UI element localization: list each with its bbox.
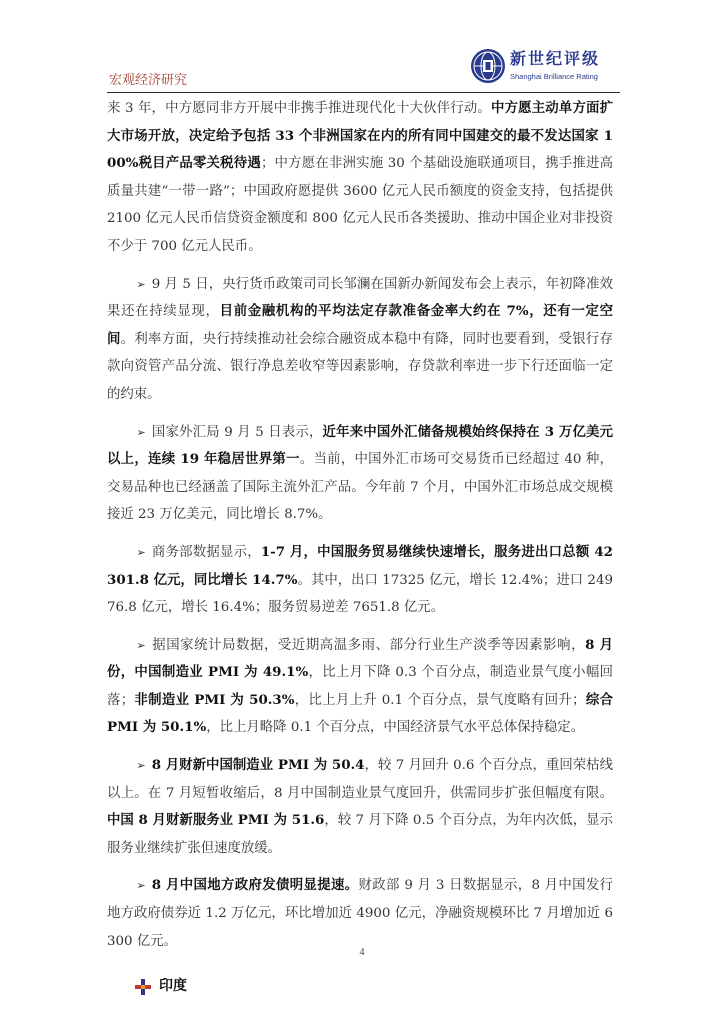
- logo-english-name: Shanghai Brilliance Rating: [510, 72, 598, 81]
- logo-chinese-name: 新世纪评级: [510, 49, 601, 68]
- text-run: 财政部 9 月 3 日数据显示，8 月中国发行地方政府债券近 1.2 万亿元，环比增加近 4900 亿元，净融资规模环比 7 月增加近 6300 亿元。: [107, 878, 613, 949]
- bold-text-run: 8 月财新中国制造业 PMI 为 50.4: [151, 757, 365, 774]
- plus-bullet-icon: [135, 979, 151, 995]
- document-body: [107, 95, 613, 1003]
- text-run: ；中方愿在非洲实施 30 个基础设施联通项目，携手推进高质量共建“一带一路”；中国政府愿提供 3600 亿元人民币额度的资金支持，包括提供 2100 亿元人民币信贷资金额度和 800 亿元人民币各类援助、推动中国企业对非投资不少于 700 亿元人民币。: [107, 156, 613, 254]
- text-run: 。当前，中国外汇市场可交易货币已经超过 40 种，交易品种也已经涵盖了国际主流外汇产品。今年前 7 个月，中国外汇市场总成交规模接近 23 万亿美元，同比增长 8.7%。: [107, 452, 613, 523]
- text-run: ，较 7 月回升 0.6 个百分点，重回荣枯线以上。在 7 月短暂收缩后，8 月中国制造业景气度回升，供需同步扩张但幅度有限。: [107, 758, 614, 801]
- text-run: 来 3 年，中方愿同非方开展中非携手推进现代化十大伙伴行动。: [107, 101, 491, 116]
- arrow-bullet-icon: ➢: [136, 545, 146, 559]
- text-run: ，比上月上升 0.1 个百分点，景气度略有回升；: [294, 692, 586, 708]
- bold-text-run: 综合 PMI 为 50.1%: [107, 691, 614, 736]
- arrow-bullet-icon: ➢: [136, 759, 146, 773]
- bold-text-run: 中国 8 月财新服务业 PMI 为 51.6: [107, 812, 325, 829]
- arrow-bullet-icon: ➢: [136, 277, 146, 291]
- arrow-bullet-icon: ➢: [136, 638, 146, 652]
- subheading: [107, 973, 613, 1003]
- bullet-paragraph: [107, 419, 613, 529]
- bold-text-run: 非制造业 PMI 为 50.3%: [134, 691, 295, 708]
- text-run: ，比上月略降 0.1 个百分点，中国经济景气水平总体保持稳定。: [206, 720, 585, 736]
- arrow-bullet-icon: ➢: [136, 425, 146, 439]
- bullet-paragraph: [107, 632, 613, 742]
- bold-text-run: 8 月份，中国制造业 PMI 为 49.1%: [107, 636, 614, 681]
- bullet-paragraph: [107, 539, 613, 622]
- bold-text-run: 近年来中国外汇储备规模始终保持在 3 万亿美元以上，连续 19 年稳居世界第一: [107, 423, 613, 468]
- bullet-paragraph: [107, 752, 613, 862]
- text-run: 9 月 5 日，央行货币政策司司长邹澜在国新办新闻发布会上表示，年初降准效果还在持续显现，: [107, 276, 613, 320]
- text-run: 。利率方面，央行持续推动社会综合融资成本稳中有降，同时也要看到，受银行存款向资管产品分流、银行净息差收窄等因素影响，存贷款利率进一步下行还面临一定的约束。: [107, 331, 614, 402]
- bullet-paragraph: [107, 872, 613, 955]
- page-header: [107, 42, 620, 93]
- section-title: 宏观经济研究: [109, 73, 188, 88]
- paragraph: [107, 95, 613, 261]
- bold-text-run: 8 月中国地方政府发债明显提速。: [151, 877, 359, 894]
- bold-text-run: 目前金融机构的平均法定存款准备金率大约在 7%，还有一定空间: [107, 303, 614, 347]
- text-run: ，比上月下降 0.3 个百分点，制造业景气度小幅回落；: [107, 665, 613, 708]
- arrow-bullet-icon: ➢: [136, 879, 146, 893]
- bullet-paragraph: [107, 271, 613, 409]
- bold-text-run: 中方愿主动单方面扩大市场开放，决定给予包括 33 个非洲国家在内的所有同中国建交的最不发达国家 100%税目产品零关税待遇: [107, 100, 614, 172]
- bold-text-run: 1-7 月，中国服务贸易继续快速增长，服务进出口总额 42301.8 亿元，同比增长 14.7%: [107, 543, 613, 588]
- text-run: ，较 7 月下降 0.5 个百分点，为年内次低，显示服务业继续扩张但速度放缓。: [107, 813, 613, 856]
- brand-logo: [470, 44, 620, 88]
- globe-logo-icon: [470, 48, 506, 84]
- text-run: 。其中，出口 17325 亿元，增长 12.4%；进口 24976.8 亿元，增长 16.4%；服务贸易逆差 7651.8 亿元。: [107, 572, 613, 616]
- text-run: 国家外汇局 9 月 5 日表示，: [151, 424, 323, 440]
- page-number: 4: [359, 947, 365, 958]
- text-run: 据国家统计局数据，受近期高温多雨、部分行业生产淡季等因素影响，: [151, 637, 586, 653]
- text-run: 商务部数据显示，: [151, 544, 261, 560]
- subheading-title: 印度: [159, 978, 187, 995]
